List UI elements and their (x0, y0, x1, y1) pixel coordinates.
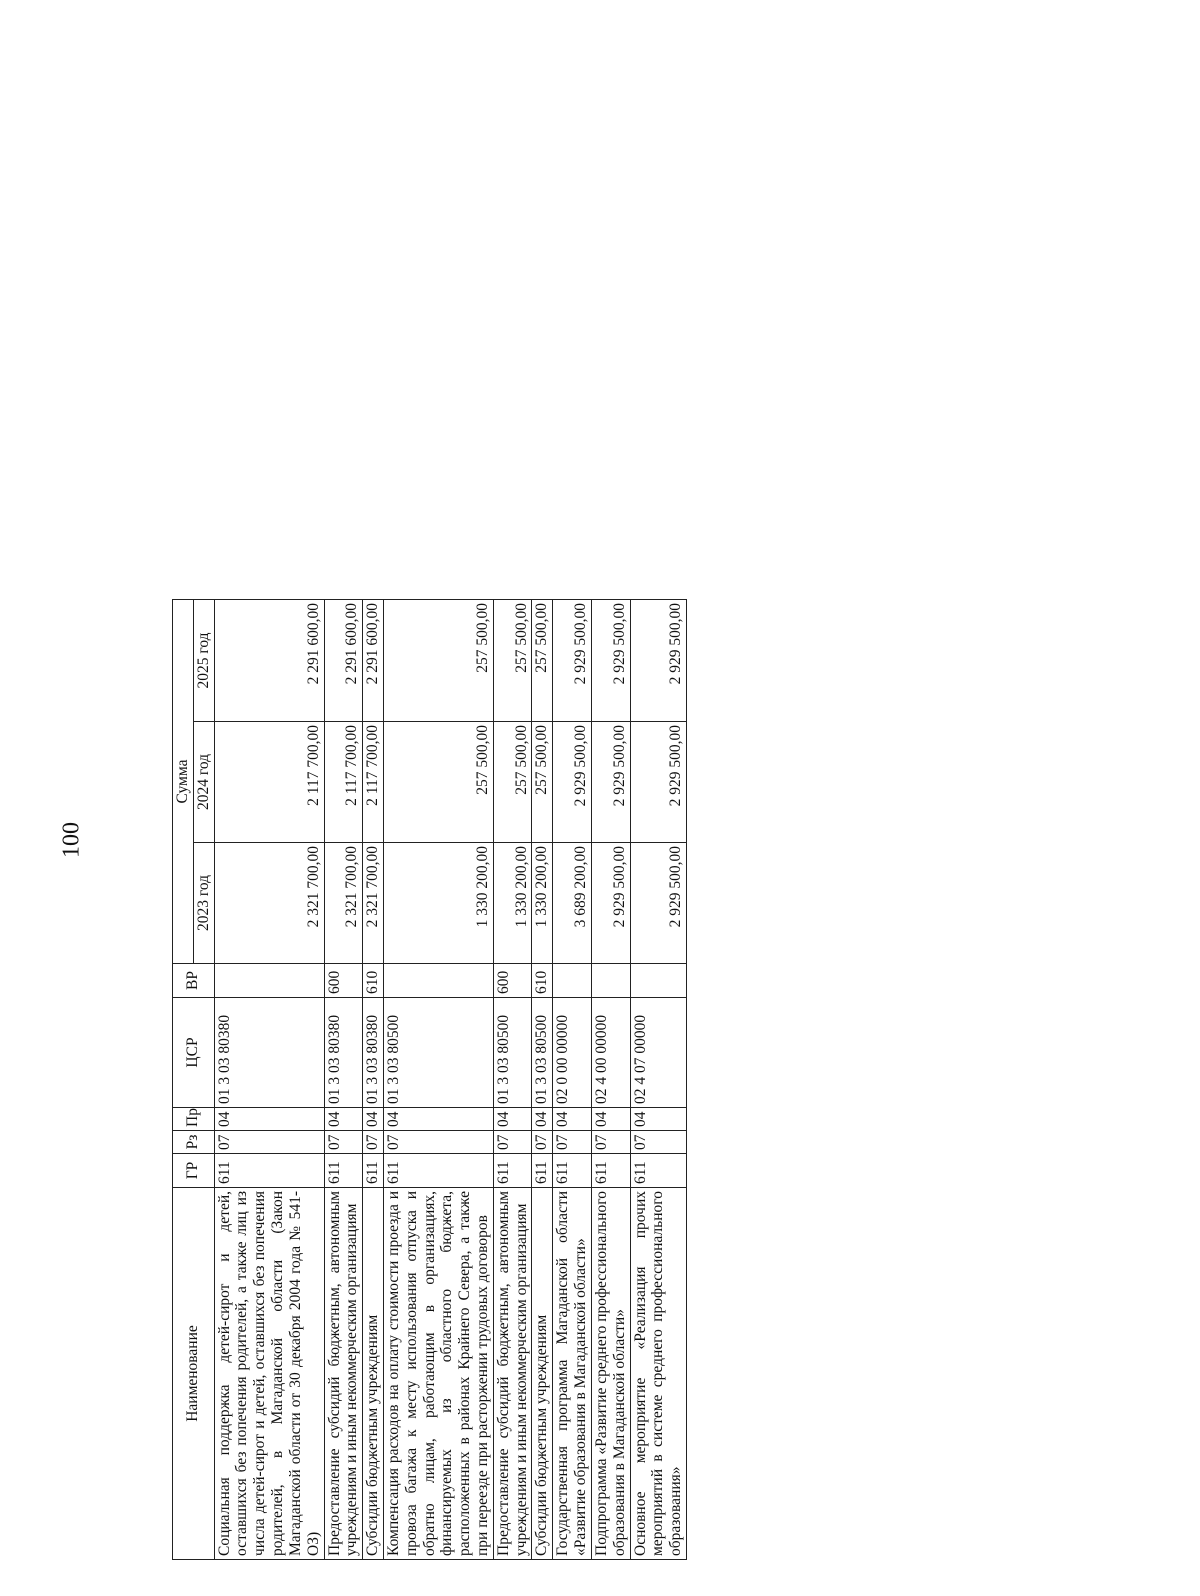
table-row (214, 599, 324, 1559)
row-name: Компенсация расходов на оплату стоимости проезда и провоза багажа к месту использования отпуска и обратно лицам, работающим в организациях, финансируемых из областного бюджета, расположенных в районах Крайнего Севера, а также при переезде при расторжении трудовых договоров (383, 1188, 493, 1560)
row-gr: 611 (553, 1154, 592, 1188)
header-name: Наименование (173, 1188, 215, 1560)
row-2025: 2 929 500,00 (591, 599, 630, 721)
row-csr: 02 4 07 00000 (630, 998, 686, 1108)
row-gr: 611 (591, 1154, 630, 1188)
header-pr: Пр (173, 1108, 215, 1131)
row-gr: 611 (493, 1154, 532, 1188)
row-2023: 3 689 200,00 (553, 843, 592, 964)
row-rz: 07 (630, 1131, 686, 1154)
row-2023: 2 321 700,00 (324, 843, 363, 964)
header-csr: ЦСР (173, 998, 215, 1108)
row-gr: 611 (363, 1154, 384, 1188)
row-name: Субсидии бюджетным учреждениям (363, 1188, 384, 1560)
row-2023: 2 321 700,00 (214, 843, 324, 964)
row-2025: 257 500,00 (493, 599, 532, 721)
row-pr: 04 (493, 1108, 532, 1131)
row-gr: 611 (630, 1154, 686, 1188)
row-2024: 2 929 500,00 (553, 722, 592, 843)
row-vr (553, 964, 592, 998)
row-csr: 01 3 03 80500 (383, 998, 493, 1108)
row-pr: 04 (363, 1108, 384, 1131)
row-2024: 2 117 700,00 (324, 722, 363, 843)
row-name: Государственная программа Магаданской области «Развитие образования в Магаданской области» (553, 1188, 592, 1560)
row-name: Подпрограмма «Развитие среднего профессионального образования в Магаданской области» (591, 1188, 630, 1560)
row-2023: 1 330 200,00 (493, 843, 532, 964)
row-2025: 2 291 600,00 (324, 599, 363, 721)
table-row (553, 599, 592, 1559)
table-row (532, 599, 553, 1559)
row-2023: 2 929 500,00 (630, 843, 686, 964)
row-2024: 257 500,00 (532, 722, 553, 843)
row-rz: 07 (591, 1131, 630, 1154)
row-vr: 600 (493, 964, 532, 998)
rotated-table-container (172, 600, 892, 1560)
row-2024: 257 500,00 (383, 722, 493, 843)
row-name: Предоставление субсидий бюджетным, автономным учреждениям и иным некоммерческим организациям (493, 1188, 532, 1560)
row-name: Социальная поддержка детей-сирот и детей, оставшихся без попечения родителей, а также лиц из числа детей-сирот и детей, оставшихся без попечения родителей, в Магаданской области (Закон Магаданской области от 30 декабря 2004 года № 541-ОЗ) (214, 1188, 324, 1560)
table-row (324, 599, 363, 1559)
row-2024: 2 117 700,00 (363, 722, 384, 843)
table-row (591, 599, 630, 1559)
table-row (630, 599, 686, 1559)
row-pr: 04 (214, 1108, 324, 1131)
row-2023: 2 321 700,00 (363, 843, 384, 964)
row-2023: 1 330 200,00 (532, 843, 553, 964)
row-csr: 02 0 00 00000 (553, 998, 592, 1108)
row-csr: 01 3 03 80380 (324, 998, 363, 1108)
row-vr: 610 (363, 964, 384, 998)
row-2024: 2 929 500,00 (630, 722, 686, 843)
row-rz: 07 (383, 1131, 493, 1154)
header-vr: ВР (173, 964, 215, 998)
header-2023: 2023 год (193, 843, 214, 964)
row-vr: 600 (324, 964, 363, 998)
header-sum: Сумма (173, 599, 194, 963)
row-gr: 611 (383, 1154, 493, 1188)
row-2025: 2 291 600,00 (363, 599, 384, 721)
row-pr: 04 (532, 1108, 553, 1131)
row-vr (591, 964, 630, 998)
row-csr: 01 3 03 80380 (214, 998, 324, 1108)
row-name: Основное мероприятие «Реализация прочих мероприятий в системе среднего профессионального образования» (630, 1188, 686, 1560)
row-2025: 2 929 500,00 (630, 599, 686, 721)
row-2025: 257 500,00 (532, 599, 553, 721)
header-2024: 2024 год (193, 722, 214, 843)
row-pr: 04 (591, 1108, 630, 1131)
budget-table (172, 599, 687, 1560)
row-2025: 257 500,00 (383, 599, 493, 721)
row-vr (383, 964, 493, 998)
row-csr: 01 3 03 80500 (493, 998, 532, 1108)
row-2024: 257 500,00 (493, 722, 532, 843)
row-2024: 2 117 700,00 (214, 722, 324, 843)
row-gr: 611 (324, 1154, 363, 1188)
header-rz: Рз (173, 1131, 215, 1154)
row-vr (214, 964, 324, 998)
row-name: Субсидии бюджетным учреждениям (532, 1188, 553, 1560)
page-number: 100 (58, 822, 85, 858)
table-row (493, 599, 532, 1559)
row-pr: 04 (383, 1108, 493, 1131)
row-name: Предоставление субсидий бюджетным, автономным учреждениям и иным некоммерческим организациям (324, 1188, 363, 1560)
row-pr: 04 (324, 1108, 363, 1131)
header-row-1 (173, 599, 194, 1559)
row-rz: 07 (493, 1131, 532, 1154)
table-row (363, 599, 384, 1559)
row-rz: 07 (363, 1131, 384, 1154)
row-2023: 2 929 500,00 (591, 843, 630, 964)
row-csr: 01 3 03 80380 (363, 998, 384, 1108)
row-csr: 02 4 00 00000 (591, 998, 630, 1108)
row-pr: 04 (630, 1108, 686, 1131)
table-row (383, 599, 493, 1559)
row-rz: 07 (532, 1131, 553, 1154)
row-2024: 2 929 500,00 (591, 722, 630, 843)
row-2025: 2 291 600,00 (214, 599, 324, 721)
row-2023: 1 330 200,00 (383, 843, 493, 964)
row-rz: 07 (214, 1131, 324, 1154)
row-rz: 07 (553, 1131, 592, 1154)
row-vr (630, 964, 686, 998)
row-gr: 611 (214, 1154, 324, 1188)
row-pr: 04 (553, 1108, 592, 1131)
row-csr: 01 3 03 80500 (532, 998, 553, 1108)
row-vr: 610 (532, 964, 553, 998)
header-gr: ГР (173, 1154, 215, 1188)
row-gr: 611 (532, 1154, 553, 1188)
row-2025: 2 929 500,00 (553, 599, 592, 721)
header-2025: 2025 год (193, 599, 214, 721)
row-rz: 07 (324, 1131, 363, 1154)
